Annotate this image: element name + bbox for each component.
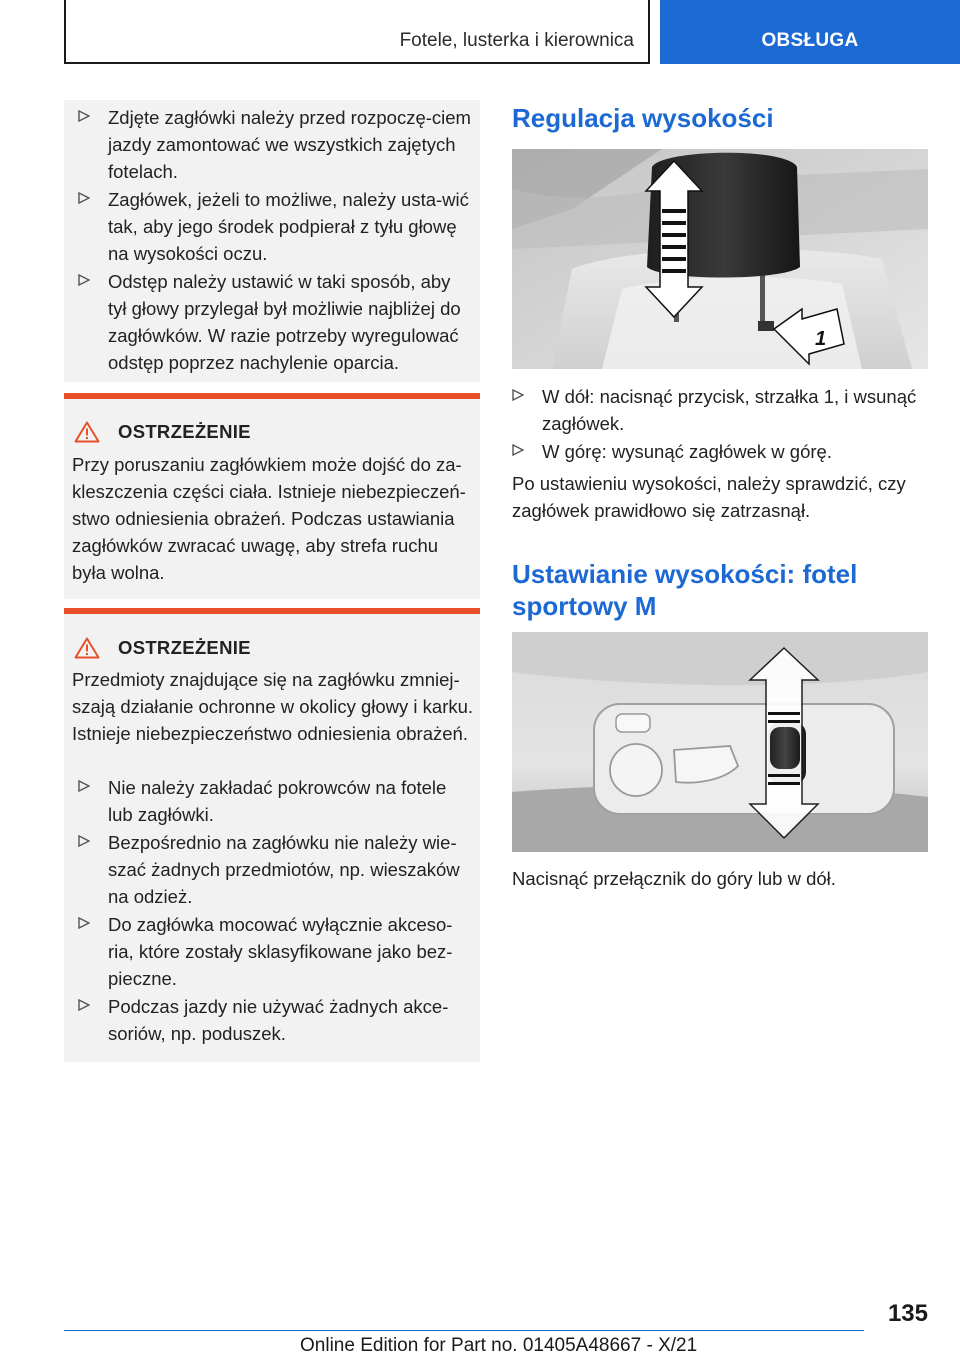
footer-rule xyxy=(64,1330,864,1331)
bullet-triangle-icon xyxy=(512,389,524,401)
warning-triangle-icon xyxy=(74,421,100,443)
bullet-triangle-icon xyxy=(512,444,524,456)
header-frame-left xyxy=(64,0,66,64)
section-heading-line: Ustawianie wysokości: fotel xyxy=(512,559,858,589)
warning-title: OSTRZEŻENIE xyxy=(118,421,251,442)
bullet-triangle-icon xyxy=(78,274,90,286)
bullet-text: Zdjęte zagłówki należy przed rozpoczę-ciem jazdy zamontować we wszystkich zajętych fotelach. xyxy=(108,107,471,182)
bullet-text: W dół: nacisnąć przycisk, strzałka 1, i wsunąć zagłówek. xyxy=(542,386,917,434)
warning-title: OSTRZEŻENIE xyxy=(118,637,251,658)
body-text: Po ustawieniu wysokości, należy sprawdzić, czy zagłówek prawidłowo się zatrzasnął. xyxy=(512,473,906,521)
bullet-triangle-icon xyxy=(78,917,90,929)
seat-switch-figure xyxy=(512,632,928,852)
chapter-tab-label: OBSŁUGA xyxy=(761,30,859,51)
list-item xyxy=(78,268,474,376)
warning-bar xyxy=(64,608,480,614)
body-text: Nacisnąć przełącznik do góry lub w dół. xyxy=(512,868,836,889)
bullet-text: Do zagłówka mocować wyłącznie akceso-ria, które zostały sklasyfikowane jako bez-pieczne. xyxy=(108,914,453,989)
bullet-text: Nie należy zakładać pokrowców na fotele lub zagłówki. xyxy=(108,777,447,825)
header-frame-bottom xyxy=(64,62,650,64)
list-item xyxy=(78,829,474,910)
list-item xyxy=(78,993,474,1047)
bullet-text: Zagłówek, jeżeli to możliwe, należy usta-wić tak, aby jego środek podpierał z tyłu głowę na wysokości oczu. xyxy=(108,189,469,264)
warning-box-2 xyxy=(64,608,480,1062)
section-heading-line: sportowy M xyxy=(512,591,657,621)
list-item xyxy=(512,383,928,437)
section-heading xyxy=(512,558,857,622)
page-number: 135 xyxy=(887,1300,928,1327)
warning-text: Przy poruszaniu zagłówkiem może dojść do za-kleszczenia części ciała. Istnieje niebezpieczeń-stwo odniesienia obrażeń. Podczas ustawiania zagłówków zwracać uwagę, aby strefa ruchu była wolna. xyxy=(72,454,466,583)
bullet-text: Podczas jazdy nie używać żadnych akce-soriów, np. poduszek. xyxy=(108,996,449,1044)
warning-box-1 xyxy=(64,393,480,599)
intro-box xyxy=(64,100,480,382)
bullet-text: W górę: wysunąć zagłówek w górę. xyxy=(542,441,832,462)
chapter-tab[interactable] xyxy=(660,0,960,64)
bullet-triangle-icon xyxy=(78,780,90,792)
list-item xyxy=(512,438,928,465)
section-heading: Regulacja wysokości xyxy=(512,103,774,133)
callout-number: 1 xyxy=(815,328,827,350)
bullet-text: Odstęp należy ustawić w taki sposób, aby tył głowy przylegał był możliwie najbliżej do zagłówków. W razie potrzeby wyregulować odstęp poprzez nachylenie oparcia. xyxy=(108,271,461,373)
bullet-triangle-icon xyxy=(78,835,90,847)
header-frame-right xyxy=(648,0,650,64)
footer-edition: Online Edition for Part no. 01405A48667 - X/21 xyxy=(300,1335,698,1356)
section-title: Fotele, lusterka i kierownica xyxy=(399,30,634,51)
warning-heading xyxy=(74,637,251,659)
bullet-triangle-icon xyxy=(78,110,90,122)
list-item xyxy=(78,911,474,992)
warning-triangle-icon xyxy=(74,637,100,659)
list-item xyxy=(78,186,474,267)
warning-text: Przedmioty znajdujące się na zagłówku zmniej-szają działanie ochronne w okolicy głowy i karku. Istnieje niebezpieczeństwo odniesienia obrażeń. xyxy=(72,669,474,744)
headrest-figure xyxy=(512,149,928,369)
warning-heading xyxy=(74,421,251,443)
bullet-triangle-icon xyxy=(78,192,90,204)
warning-bar xyxy=(64,393,480,399)
list-item xyxy=(78,774,474,828)
list-item xyxy=(78,104,474,185)
bullet-triangle-icon xyxy=(78,999,90,1011)
bullet-text: Bezpośrednio na zagłówku nie należy wie-szać żadnych przedmiotów, np. wieszaków na odzież. xyxy=(108,832,460,907)
